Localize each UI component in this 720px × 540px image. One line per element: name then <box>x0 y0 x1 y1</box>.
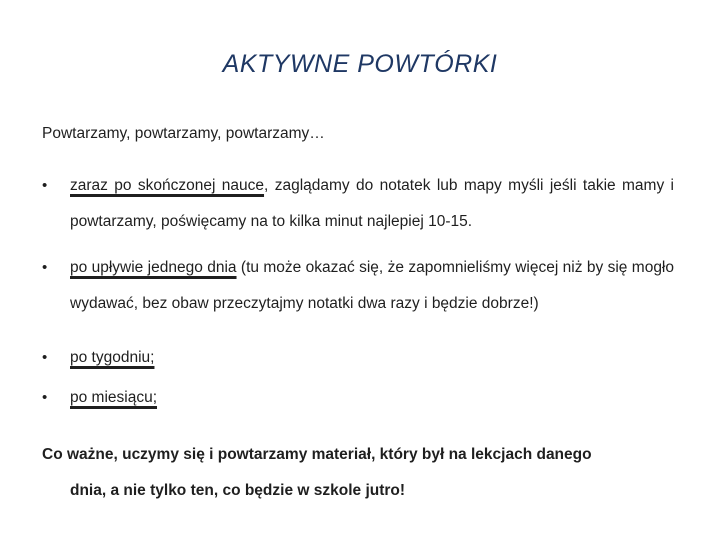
bullet-text: (tu może okazać się, że zapomnieliśmy więcej niż by się mogło wydawać, bez obaw przeczytajmy notatki dwa razy i będzie dobrze!) <box>70 259 674 312</box>
list-item <box>42 340 674 376</box>
bullet-icon: • <box>42 259 48 276</box>
intro-text: Powtarzamy, powtarzamy, powtarzamy… <box>42 125 325 142</box>
slide-title: AKTYWNE POWTÓRKI <box>222 50 498 78</box>
bullet-icon: • <box>42 389 48 406</box>
list-item <box>42 250 674 322</box>
bullet-key-phrase: zaraz po skończonej nauce <box>70 177 265 194</box>
bullet-list <box>42 168 674 416</box>
bullet-key-phrase: po miesiącu; <box>70 389 158 406</box>
conclusion-line-1: Co ważne, uczymy się i powtarzamy materiał, który był na lekcjach danego <box>42 446 592 463</box>
conclusion-line-2: dnia, a nie tylko ten, co będzie w szkole jutro! <box>70 482 406 499</box>
bullet-key-phrase: po tygodniu; <box>70 349 155 366</box>
list-item <box>42 168 674 240</box>
list-item <box>42 380 674 416</box>
conclusion-text <box>42 437 674 509</box>
bullet-icon: • <box>42 177 48 194</box>
bullet-key-phrase: po upływie jednego dnia <box>70 259 237 276</box>
bullet-icon: • <box>42 349 48 366</box>
bullet-text: , zaglądamy do notatek lub mapy myśli jeśli takie mamy i powtarzamy, poświęcamy na to kilka minut najlepiej 10-15. <box>70 177 674 230</box>
